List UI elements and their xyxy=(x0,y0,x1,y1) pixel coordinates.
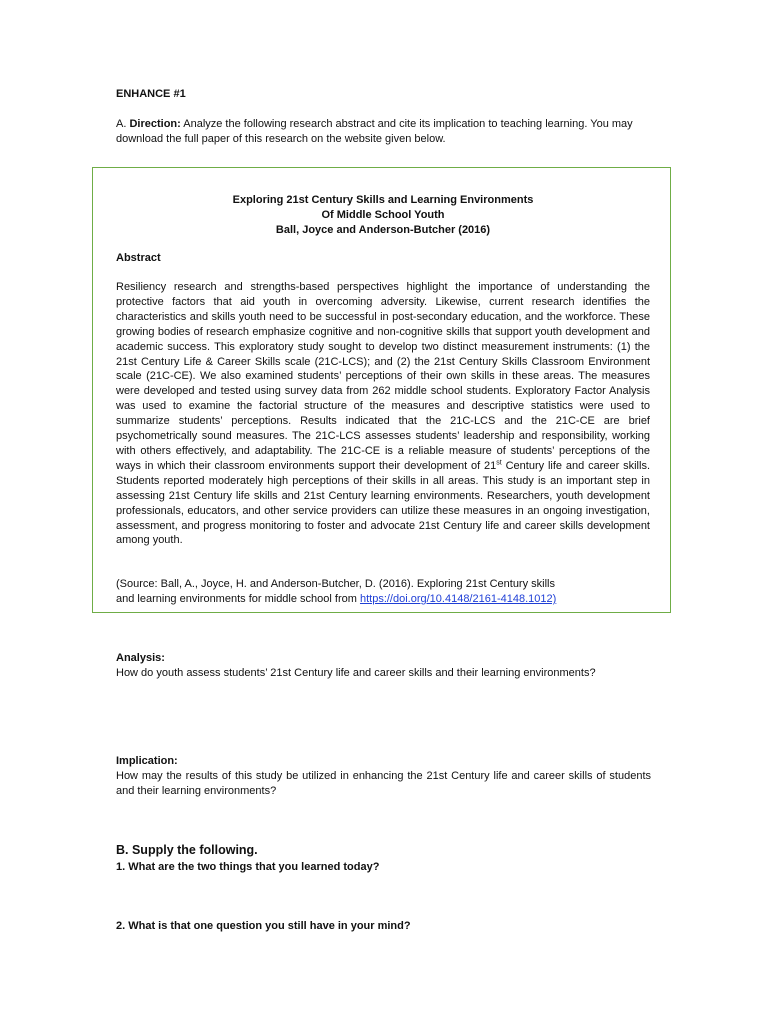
analysis-question: How do youth assess students’ 21st Century life and career skills and their learning environments? xyxy=(116,667,596,679)
section-b-heading: B. Supply the following. xyxy=(116,843,258,857)
abstract-body-part-1: Resiliency research and strengths-based perspectives highlight the importance of understanding the protective factors that aid youth in overcoming adversity. Likewise, current research identifies the characteristics and skills youth need to be successful in post-secondary education, and the workforce. These growing bodies of research emphasize cognitive and non-cognitive skills that support youth development and academic success. This exploratory study sought to develop two distinct measurement instruments: (1) the 21st Century Life & Career Skills scale (21C-LCS); and (2) the 21st Century Skills Classroom Environment scale (21C-CE). We also examined students’ perceptions of their own skills in these areas. The measures were developed and tested using survey data from 262 middle school students. Exploratory Factor Analysis was used to examine the factorial structure of the measures and descriptive statistics were used to summarize students’ perceptions. Results indicated that the 21C-LCS and the 21C-CE are brief psychometrically sound measures. The 21C-LCS assesses students’ leadership and responsibility, working with others effectively, and adaptability. The 21C-CE is a reliable measure of students’ perceptions of the ways in which their classroom environments support their development of 21 xyxy=(116,281,650,472)
paper-title-line-2: Of Middle School Youth xyxy=(321,208,445,221)
source-line-1: (Source: Ball, A., Joyce, H. and Anderson-Butcher, D. (2016). Exploring 21st Century skills xyxy=(116,578,555,590)
source-line-2 xyxy=(116,592,650,607)
abstract-box xyxy=(92,167,671,613)
direction-label: Direction: xyxy=(129,118,181,130)
paper-authors: Ball, Joyce and Anderson-Butcher (2016) xyxy=(275,223,491,236)
source-citation xyxy=(116,577,650,607)
direction-paragraph xyxy=(116,117,651,147)
page-title: ENHANCE #1 xyxy=(116,88,186,100)
doi-link[interactable]: https://doi.org/10.4148/2161-4148.1012) xyxy=(359,592,557,605)
direction-text: Analyze the following research abstract and cite its implication to teaching learning. You may download the full paper of this research on the website given below. xyxy=(116,118,633,145)
paper-title xyxy=(116,193,650,238)
abstract-body-part-2: Century life and career skills. Students reported moderately high perceptions of their skills in all areas. This study is an important step in assessing 21st Century life skills and 21st Century learning environments. Researchers, youth development professionals, educators, and other service providers can utilize these measures in an ongoing investigation, assessment, and progress monitoring to foster and advocate 21st Century life and career skills development among youth. xyxy=(116,459,650,547)
implication-question: How may the results of this study be utilized in enhancing the 21st Century life and career skills of students and their learning environments? xyxy=(116,770,651,797)
direction-prefix: A. xyxy=(116,118,130,130)
source-line-2-text: and learning environments for middle school from xyxy=(116,592,360,605)
paper-title-line-1: Exploring 21st Century Skills and Learning Environments xyxy=(232,194,534,206)
abstract-heading: Abstract xyxy=(116,252,161,264)
abstract-body xyxy=(116,280,650,548)
question-2: 2. What is that one question you still have in your mind? xyxy=(116,920,411,932)
question-1: 1. What are the two things that you learned today? xyxy=(116,861,380,873)
analysis-heading: Analysis: xyxy=(116,652,165,664)
implication-heading: Implication: xyxy=(116,755,178,767)
abstract-body-superscript: st xyxy=(496,459,502,467)
